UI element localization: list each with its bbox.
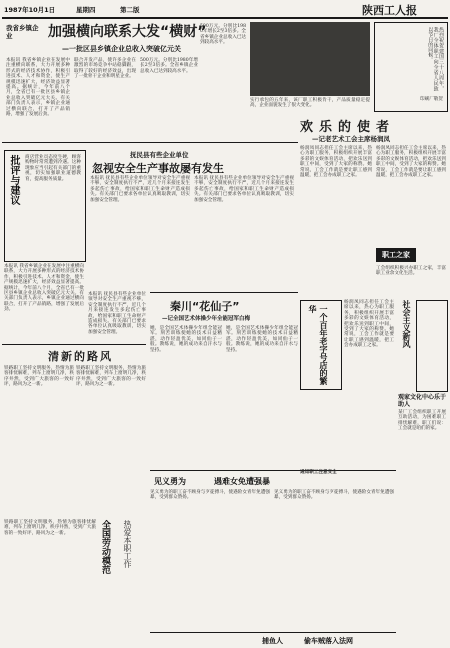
- masthead: [2, 2, 448, 16]
- flower-body: 她，是全国艺术体操少年组全能冠军。刻苦训练使她的技术日益精湛，动作轻盈优美，如同仙子一般。教练说，她的成功来自汗水与坚持。: [150, 326, 222, 353]
- left-column-text: 本报讯 我省乡镇企业在发展中注重横向联系，大力开展多种形式的经济技术协作，积极引进技术、人才和资金，使生产规模迅速扩大，经济效益显著提高。据统计，今年前八个月，全省已有一批区县乡镇企业总收入突破亿元大关。有关部门负责人表示，乡镇企业通过横向联合，打开了产品销路，增强了发展后劲。: [4, 264, 84, 313]
- workers-home-badge: 职工之家: [376, 248, 416, 262]
- bottom-right-headline-2: 偷车贼落入法网: [304, 637, 353, 645]
- prevent-body: 本报讯 抚民县有些企业单位领导对安全生产重视不够，安全制度执行不严，近几个月来接连发生多起伤亡事故，给国家和职工生命财产造成损失。有关部门已要求各单位认真吸取教训，切实加强安全管理。: [90, 176, 190, 203]
- clean-body: 铁路职工坚持文明服务，热情为旅客排忧解难，列车上窗明几净，秩序井然，受到广大旅客的一致好评，路风为之一新。: [4, 366, 74, 388]
- bottom-right-body: 见义勇为的职工奋不顾身与歹徒搏斗，使遇险女青年免遭强暴，受到群众赞扬。: [274, 490, 394, 501]
- flower-subhead: —记全国艺术体操少年全能冠军白梅: [162, 316, 251, 322]
- article1-body: 本报讯 我省乡镇企业在发展中注重横向联系，大力开展多种形式的经济技术协作，积极引进技术、人才和资金，使生产规模迅速扩大，经济效益显著提高。据统计，今年前八个月，全省已有一批区县乡镇企业总收入突破亿元大关。有关部门负责人表示，乡镇企业通过横向联合，打开了产品销路，增强了发展后劲。: [6, 58, 70, 118]
- article1-headline: 加强横向联系大发“横财”: [48, 24, 207, 40]
- bottom-left-note: 通知职工注意安全: [300, 470, 337, 475]
- greeting-ad-box: [374, 22, 448, 112]
- workers-photo: [250, 22, 370, 96]
- right-sidebar-body: 某厂工会组织职工开展互助活动，为困难职工排忧解难，职工们说：工会就是咱们的家。: [398, 410, 446, 432]
- section-rule-1: [2, 142, 298, 143]
- bottom-mid-body: 见义勇为的职工奋不顾身与歹徒搏斗，使遇险女青年免遭强暴，受到群众赞扬。: [150, 490, 270, 501]
- page-number: 第二版: [120, 6, 140, 14]
- vertical-column-3: 社会主义新风: [402, 300, 411, 348]
- prevent-headline: 忽视安全生产事故屡有发生: [92, 162, 224, 175]
- left-column-text-2: 本报讯 抚民县有些企业单位领导对安全生产重视不够，安全制度执行不严，近几个月来接连发生多起伤亡事故，给国家和职工生命财产造成损失。有关部门已要求各单位认真吸取教训，切实加强安全管理。: [88, 292, 146, 335]
- section-rule-3: [2, 344, 146, 345]
- article1-kicker: 我省乡镇企业: [6, 24, 39, 40]
- vertical-column-body: 铁路职工坚持文明服务，热情为旅客排忧解难，列车上窗明几净，秩序井然，受到广大旅客的一致好评，路风为之一新。: [4, 520, 96, 536]
- prevent-kicker: 抚民县有些企业单位: [130, 151, 189, 159]
- flower-body-col2: 她，是全国艺术体操少年组全能冠军。刻苦训练使她的技术日益精湛，动作轻盈优美，如同仙子一般。教练说，她的成功来自汗水与坚持。: [226, 326, 298, 353]
- bottom-mid-headline: 遇难女免遭强暴: [214, 477, 270, 486]
- article1-col4: 500万元。分别比1980年增长2至3倍多。全省乡镇企业总收入已达到较高水平。: [200, 24, 246, 46]
- happy-headline: 欢乐的使者: [300, 120, 396, 135]
- right-block-text: 杨润凤同志担任工会主席以来，热心为职工服务，积极组织开展丰富多彩的文娱体育活动，把欢乐送到职工中间，受到了大家的称赞。她常说，工会工作就是要让职工感到温暖，把工会办成职工之家。: [344, 300, 394, 349]
- flower-headline: 秦川“花仙子”: [170, 300, 240, 313]
- clean-body-col2: 铁路职工坚持文明服务，热情为旅客排忧解难，列车上窗明几净，秩序井然，受到广大旅客的一致好评，路风为之一新。: [76, 366, 146, 388]
- bottom-left-headline: 见义勇为: [154, 477, 186, 486]
- bottom-right-headline: 捕鱼人: [262, 637, 283, 645]
- issue-date: 1987年10月1日: [4, 6, 56, 14]
- masthead-rule: [2, 17, 448, 19]
- section-rule-5: [150, 632, 396, 633]
- greeting-ad-signature: 印刷厂敬贺: [420, 97, 443, 102]
- clean-headline: 清新的路风: [48, 350, 113, 363]
- issue-weekday: 星期四: [76, 6, 96, 14]
- right-sidebar-title: 观家文化中心乐于助人: [398, 394, 447, 408]
- right-sidebar-box: [416, 300, 448, 392]
- criticism-box: [4, 150, 86, 262]
- happy-subhead: —记老艺术工会主席杨润凤: [312, 135, 390, 143]
- article1-subhead: —一批区县乡镇企业总收入突破亿元关: [62, 45, 181, 53]
- criticism-label: 批评与建议: [8, 155, 19, 205]
- vertical-banner: 一个百年老字号店的繁华: [308, 305, 328, 385]
- article1-col2: 联合开发产品，使许多企业在激烈的市场竞争中站稳脚跟，取得了较好的经济效益，出现了一批骨干企业和明星企业。: [74, 58, 136, 80]
- paper-name: 陕西工人报: [362, 4, 417, 17]
- happy-body-col2: 杨润凤同志担任工会主席以来，热心为职工服务，积极组织开展丰富多彩的文娱体育活动，把欢乐送到职工中间，受到了大家的称赞。她常说，工会工作就是要让职工感到温暖，把工会办成职工之家。: [376, 146, 446, 179]
- criticism-body: 商店营业员态度生硬，顾客购物时常常遭到冷遇。这种现象应当引起有关部门的重视，切实加强职业道德教育，提高服务质量。: [25, 155, 81, 182]
- section-rule-2: [150, 292, 298, 293]
- vertical-column-2: 热爱本职工作: [123, 520, 132, 568]
- greeting-ad-text: 热烈祝贺建国三十八周年，我厂全体职工向全省人民致以节日的问候。: [427, 27, 444, 91]
- article1-col3: 500万元。分别比1980年增长2至3倍多。全省乡镇企业总收入已达到较高水平。: [140, 58, 198, 74]
- prevent-body-col2: 本报讯 抚民县有些企业单位领导对安全生产重视不够，安全制度执行不严，近几个月来接连发生多起伤亡事故，给国家和职工生命财产造成损失。有关部门已要求各单位认真吸取教训，切实加强安全管理。: [194, 176, 294, 203]
- happy-body: 杨润凤同志担任工会主席以来，热心为职工服务，积极组织开展丰富多彩的文娱体育活动，把欢乐送到职工中间，受到了大家的称赞。她常说，工会工作就是要让职工感到温暖，把工会办成职工之家。: [300, 146, 372, 179]
- vertical-banner-box: [300, 300, 342, 390]
- vertical-column-1: 全国劳动模范: [100, 520, 110, 574]
- workers-home-body: 工会组织积极兴办职工之家，丰富职工业余文化生活。: [376, 266, 446, 277]
- photo-caption: 实行承包的五年来，该厂职工积极肯干，产品质量稳定提高，企业面貌发生了很大变化。: [250, 98, 370, 109]
